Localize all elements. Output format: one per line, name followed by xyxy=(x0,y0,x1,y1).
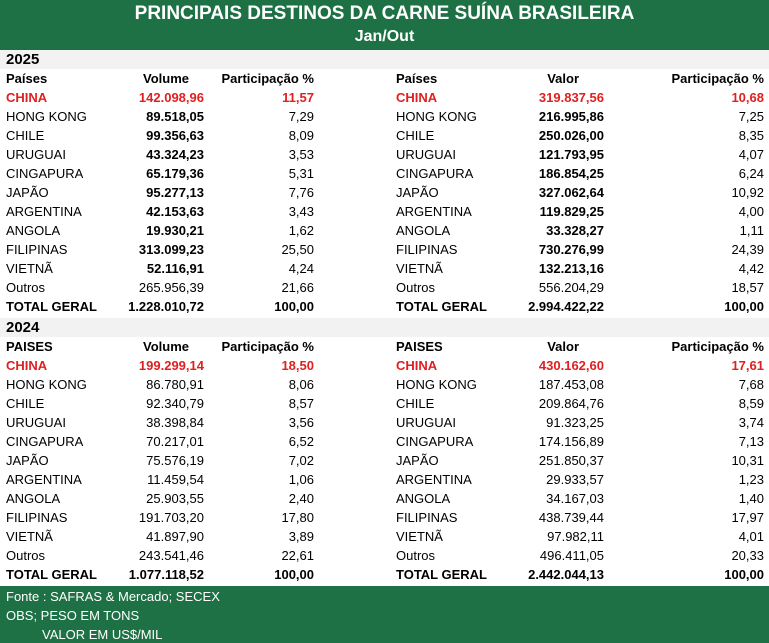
table-cell: URUGUAI xyxy=(396,415,456,430)
table-cell: CINGAPURA xyxy=(6,166,84,181)
table-cell: 1,11 xyxy=(739,223,764,238)
table-cell: 18,57 xyxy=(731,280,764,295)
table-cell: 4,07 xyxy=(738,147,764,162)
table-cell: 3,56 xyxy=(288,415,314,430)
table-cell: 187.453,08 xyxy=(538,377,604,392)
table-cell: CINGAPURA xyxy=(6,434,84,449)
table-cell: 3,74 xyxy=(738,415,764,430)
table-cell: 10,68 xyxy=(731,90,764,105)
table-cell: URUGUAI xyxy=(6,147,66,162)
table-cell: 20,33 xyxy=(731,548,764,563)
table-cell: 319.837,56 xyxy=(538,90,604,105)
table-row xyxy=(0,375,769,394)
table-row xyxy=(0,202,769,221)
table-cell: 4,00 xyxy=(738,204,764,219)
table-row xyxy=(0,88,769,107)
table-cell: 7,76 xyxy=(288,185,314,200)
table-cell: 209.864,76 xyxy=(538,396,604,411)
year-label-2025: 2025 xyxy=(0,50,769,69)
table-cell: 243.541,46 xyxy=(138,548,204,563)
table-row xyxy=(0,107,769,126)
column-header-volume: Volume xyxy=(143,339,189,354)
table-cell: 17,61 xyxy=(731,358,764,373)
table-cell: 38.398,84 xyxy=(146,415,204,430)
table-cell: 2.442.044,13 xyxy=(528,567,604,582)
table-row xyxy=(0,394,769,413)
table-cell: 3,89 xyxy=(288,529,314,544)
column-header-value: Valor xyxy=(547,71,579,86)
table-row xyxy=(0,527,769,546)
table-cell: ARGENTINA xyxy=(6,472,82,487)
table-cell: 6,24 xyxy=(738,166,764,181)
table-cell: 1,40 xyxy=(738,491,764,506)
column-header-share: Participação % xyxy=(221,339,314,354)
column-header-volume: Volume xyxy=(143,71,189,86)
table-cell: URUGUAI xyxy=(396,147,456,162)
table-cell: 43.324,23 xyxy=(146,147,204,162)
table-cell: JAPÃO xyxy=(6,453,49,468)
column-header-value: Valor xyxy=(547,339,579,354)
table-row xyxy=(0,221,769,240)
table-cell: 10,92 xyxy=(731,185,764,200)
table-cell: 86.780,91 xyxy=(146,377,204,392)
table-cell: 1.077.118,52 xyxy=(128,567,204,582)
table-cell: 19.930,21 xyxy=(146,223,204,238)
table-cell: 1,23 xyxy=(738,472,764,487)
table-cell: CHILE xyxy=(396,396,435,411)
table-cell: 1,06 xyxy=(288,472,314,487)
table-cell: TOTAL GERAL xyxy=(6,567,97,582)
table-cell: ARGENTINA xyxy=(396,204,472,219)
table-cell: 41.897,90 xyxy=(146,529,204,544)
table-cell: Outros xyxy=(396,280,436,295)
table-cell: 100,00 xyxy=(724,299,764,314)
table-cell: FILIPINAS xyxy=(396,510,458,525)
table-row xyxy=(0,451,769,470)
table-cell: HONG KONG xyxy=(6,109,87,124)
column-header-country2: PAISES xyxy=(396,339,443,354)
table-cell: 191.703,20 xyxy=(138,510,204,525)
table-cell: 4,24 xyxy=(288,261,314,276)
table-cell: CHINA xyxy=(6,358,48,373)
table-cell: 556.204,29 xyxy=(538,280,604,295)
table-cell: 97.982,11 xyxy=(547,529,604,544)
table-cell: VIETNÃ xyxy=(6,261,53,276)
year-label-2024: 2024 xyxy=(0,318,769,337)
table-cell: 7,02 xyxy=(288,453,314,468)
table-cell: 10,31 xyxy=(731,453,764,468)
table-cell: 29.933,57 xyxy=(546,472,604,487)
table-cell: 100,00 xyxy=(274,567,314,582)
table-cell: 25,50 xyxy=(281,242,314,257)
table-cell: CHILE xyxy=(6,128,45,143)
table-cell: 7,13 xyxy=(738,434,764,449)
column-header-country: PAISES xyxy=(6,339,53,354)
table-cell: HONG KONG xyxy=(6,377,87,392)
table-row xyxy=(0,278,769,297)
table-cell: JAPÃO xyxy=(6,185,49,200)
column-header-share2: Participação % xyxy=(671,71,764,86)
table-cell: ARGENTINA xyxy=(6,204,82,219)
table-cell: 34.167,03 xyxy=(546,491,604,506)
table-cell: 430.162,60 xyxy=(538,358,604,373)
table-cell: FILIPINAS xyxy=(6,510,68,525)
table-row xyxy=(0,413,769,432)
table-cell: 1,62 xyxy=(288,223,314,238)
report-footer xyxy=(0,586,769,643)
table-row xyxy=(0,240,769,259)
table-cell: 70.217,01 xyxy=(146,434,204,449)
table-row xyxy=(0,470,769,489)
table-cell: CHINA xyxy=(396,358,438,373)
table-cell: 2,40 xyxy=(288,491,314,506)
table-cell: ANGOLA xyxy=(6,491,61,506)
table-row xyxy=(0,126,769,145)
table-cell: 132.213,16 xyxy=(538,261,604,276)
table-cell: 3,53 xyxy=(288,147,314,162)
table-cell: 95.277,13 xyxy=(146,185,204,200)
table-cell: FILIPINAS xyxy=(396,242,458,257)
table-cell: 100,00 xyxy=(724,567,764,582)
table-cell: 496.411,05 xyxy=(539,548,604,563)
table-cell: CINGAPURA xyxy=(396,166,474,181)
table-cell: CHINA xyxy=(6,90,48,105)
table-cell: 186.854,25 xyxy=(538,166,604,181)
table-header-row xyxy=(0,337,769,356)
table-cell: 8,09 xyxy=(288,128,314,143)
table-cell: 199.299,14 xyxy=(138,358,204,373)
table-cell: 21,66 xyxy=(281,280,314,295)
table-cell: CHILE xyxy=(396,128,435,143)
table-cell: 250.026,00 xyxy=(538,128,604,143)
table-cell: 17,80 xyxy=(281,510,314,525)
table-row xyxy=(0,546,769,565)
column-header-country2: Países xyxy=(396,71,438,86)
table-header-row xyxy=(0,69,769,88)
table-cell: HONG KONG xyxy=(396,109,477,124)
table-cell: 216.995,86 xyxy=(538,109,604,124)
table-cell: 75.576,19 xyxy=(146,453,204,468)
table-row xyxy=(0,259,769,278)
table-cell: Outros xyxy=(396,548,436,563)
table-cell: TOTAL GERAL xyxy=(6,299,97,314)
table-cell: 119.829,25 xyxy=(539,204,604,219)
table-cell: VIETNÃ xyxy=(396,261,443,276)
table-row xyxy=(0,183,769,202)
table-cell: 17,97 xyxy=(731,510,764,525)
table-cell: 11,57 xyxy=(282,90,314,105)
table-cell: VIETNÃ xyxy=(396,529,443,544)
table-cell: 89.518,05 xyxy=(146,109,204,124)
table-cell: 7,68 xyxy=(738,377,764,392)
table-cell: 24,39 xyxy=(731,242,764,257)
table-cell: 327.062,64 xyxy=(538,185,604,200)
table-cell: CHILE xyxy=(6,396,45,411)
report-period: Jan/Out xyxy=(354,28,415,45)
table-cell: Outros xyxy=(6,548,46,563)
column-header-share: Participação % xyxy=(221,71,314,86)
table-cell: 730.276,99 xyxy=(538,242,604,257)
report-title: PRINCIPAIS DESTINOS DA CARNE SUÍNA BRASILEIRA xyxy=(134,3,635,24)
table-cell: 92.340,79 xyxy=(146,396,204,411)
table-cell: Outros xyxy=(6,280,46,295)
table-cell: 2.994.422,22 xyxy=(528,299,604,314)
table-cell: JAPÃO xyxy=(396,185,439,200)
table-row xyxy=(0,145,769,164)
table-cell: 25.903,55 xyxy=(146,491,204,506)
table-cell: ANGOLA xyxy=(396,223,451,238)
table-cell: ARGENTINA xyxy=(396,472,472,487)
table-row xyxy=(0,432,769,451)
table-cell: ANGOLA xyxy=(396,491,451,506)
table-row xyxy=(0,297,769,316)
table-cell: 251.850,37 xyxy=(538,453,604,468)
table-cell: 142.098,96 xyxy=(138,90,204,105)
table-cell: CINGAPURA xyxy=(396,434,474,449)
table-cell: 100,00 xyxy=(274,299,314,314)
table-cell: 8,06 xyxy=(288,377,314,392)
table-cell: TOTAL GERAL xyxy=(396,299,487,314)
table-cell: 8,59 xyxy=(738,396,764,411)
table-row xyxy=(0,489,769,508)
table-cell: 7,29 xyxy=(288,109,314,124)
table-cell: 65.179,36 xyxy=(146,166,204,181)
table-cell: 52.116,91 xyxy=(146,261,204,276)
column-header-country: Países xyxy=(6,71,48,86)
table-cell: 7,25 xyxy=(738,109,764,124)
value-unit-note: VALOR EM US$/MIL xyxy=(42,627,163,642)
table-cell: 91.323,25 xyxy=(546,415,604,430)
table-cell: HONG KONG xyxy=(396,377,477,392)
table-cell: 33.328,27 xyxy=(546,223,604,238)
source-note: Fonte : SAFRAS & Mercado; SECEX xyxy=(6,589,220,604)
table-cell: CHINA xyxy=(396,90,438,105)
table-cell: 3,43 xyxy=(288,204,314,219)
table-cell: 4,42 xyxy=(738,261,764,276)
column-header-share2: Participação % xyxy=(671,339,764,354)
table-cell: VIETNÃ xyxy=(6,529,53,544)
table-row xyxy=(0,164,769,183)
table-cell: 42.153,63 xyxy=(146,204,204,219)
table-cell: 8,35 xyxy=(738,128,764,143)
table-cell: 4,01 xyxy=(738,529,764,544)
table-cell: 174.156,89 xyxy=(538,434,604,449)
table-cell: ANGOLA xyxy=(6,223,61,238)
table-cell: 22,61 xyxy=(281,548,314,563)
table-row xyxy=(0,356,769,375)
table-cell: 121.793,95 xyxy=(538,147,604,162)
table-cell: JAPÃO xyxy=(396,453,439,468)
weight-unit-note: OBS; PESO EM TONS xyxy=(6,608,140,623)
table-cell: 6,52 xyxy=(288,434,314,449)
report-header xyxy=(0,0,769,50)
table-cell: 8,57 xyxy=(288,396,314,411)
table-cell: 1.228.010,72 xyxy=(128,299,204,314)
table-cell: 438.739,44 xyxy=(538,510,604,525)
table-cell: 5,31 xyxy=(288,166,314,181)
table-cell: URUGUAI xyxy=(6,415,66,430)
table-cell: 313.099,23 xyxy=(138,242,204,257)
table-row xyxy=(0,565,769,584)
table-cell: TOTAL GERAL xyxy=(396,567,487,582)
table-cell: 99.356,63 xyxy=(146,128,204,143)
table-row xyxy=(0,508,769,527)
table-cell: 11.459,54 xyxy=(147,472,204,487)
table-cell: FILIPINAS xyxy=(6,242,68,257)
table-cell: 265.956,39 xyxy=(138,280,204,295)
table-cell: 18,50 xyxy=(281,358,314,373)
